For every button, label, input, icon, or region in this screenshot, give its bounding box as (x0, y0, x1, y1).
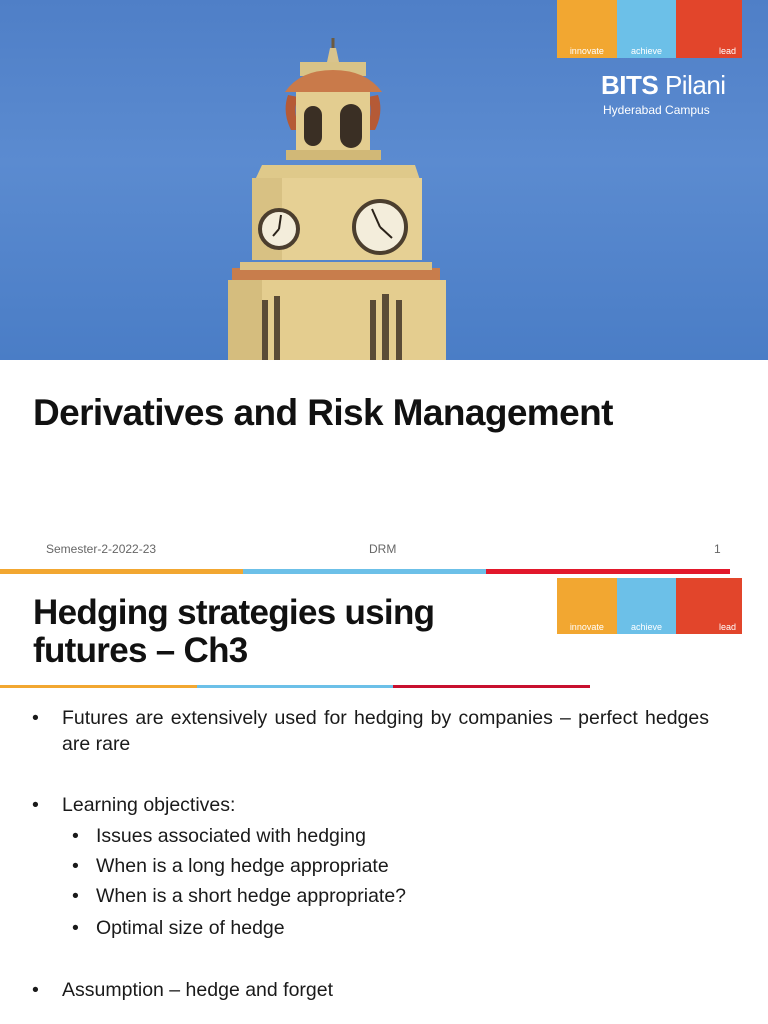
innovate-label: innovate (569, 622, 604, 632)
sub-bullet-text: When is a long hedge appropriate (96, 855, 389, 877)
innovate-cell (557, 578, 617, 634)
bullet-item (32, 792, 236, 818)
bullet-marker: • (72, 917, 79, 939)
slide1-divider (0, 569, 730, 574)
course-title: Derivatives and Risk Management (33, 392, 613, 433)
sub-bullet-text: When is a short hedge appropriate? (96, 885, 407, 907)
bullet-item (32, 977, 334, 1003)
bullet-text: Assumption – hedge and forget (62, 979, 334, 1001)
slide2-divider (0, 685, 590, 688)
innovate-cell (557, 0, 617, 58)
slide-title-line-2: futures – Ch3 (33, 631, 248, 670)
campus-name: Hyderabad Campus (603, 103, 710, 117)
footer-course-code: DRM (369, 542, 397, 556)
bullet-marker: • (32, 979, 39, 1001)
sub-bullet-item (72, 883, 407, 909)
slide-title (33, 594, 434, 670)
bullet-item (32, 705, 709, 757)
achieve-cell (617, 0, 677, 58)
bullet-marker: • (72, 855, 79, 877)
lead-label: lead (719, 46, 737, 56)
bullet-marker: • (72, 885, 79, 907)
bullet-text: Futures are extensively used for hedging by companies – perfect hedges are rare (62, 707, 709, 755)
footer-semester: Semester-2-2022-23 (46, 542, 157, 556)
brand-color-strip-small (557, 578, 742, 634)
sub-bullet-item (72, 853, 389, 879)
achieve-cell (617, 578, 677, 634)
sub-bullet-text: Issues associated with hedging (96, 825, 366, 847)
pilani-wordmark: Pilani (664, 70, 726, 100)
bits-pilani-logo (601, 70, 726, 101)
bits-wordmark: BITS (601, 70, 659, 100)
bullet-text: Learning objectives: (62, 794, 236, 816)
bullet-marker: • (32, 794, 39, 816)
achieve-label: achieve (630, 46, 663, 56)
sub-bullet-item (72, 915, 285, 941)
bullet-marker: • (72, 825, 79, 847)
bullet-marker: • (32, 707, 39, 729)
brand-color-strip (557, 0, 742, 58)
achieve-label: achieve (630, 622, 663, 632)
lead-cell (676, 578, 742, 634)
clock-tower-banner (0, 0, 768, 360)
sub-bullet-text: Optimal size of hedge (96, 917, 285, 939)
lead-label: lead (719, 622, 737, 632)
slide-title-line-1: Hedging strategies using (33, 593, 435, 632)
lead-cell (676, 0, 742, 58)
footer-page-number: 1 (714, 542, 721, 556)
innovate-label: innovate (569, 46, 604, 56)
sub-bullet-item (72, 823, 366, 849)
